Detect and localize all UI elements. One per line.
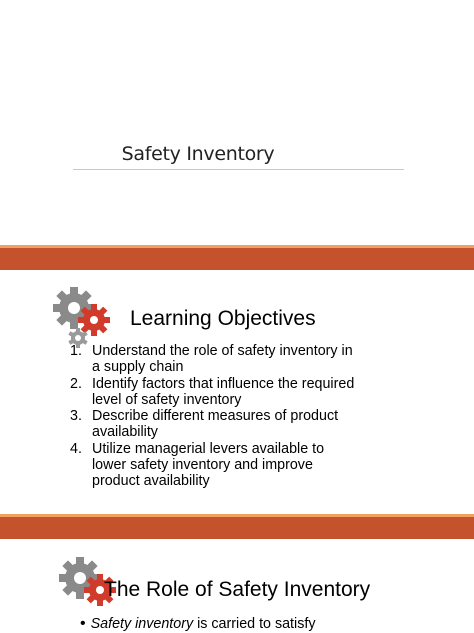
- bullet-dot: •: [80, 615, 86, 632]
- item-number: 1.: [70, 343, 82, 359]
- item-number: 3.: [70, 408, 82, 425]
- item-line: product availability: [92, 473, 210, 490]
- item-line: a supply chain: [92, 359, 184, 376]
- slide-separator: [0, 242, 474, 270]
- slide-heading: The Role of Safety Inventory: [104, 578, 371, 601]
- item-line: lower safety inventory and improve: [92, 457, 313, 474]
- item-line: availability: [92, 424, 158, 441]
- item-line: level of safety inventory: [92, 391, 242, 408]
- item-line: Identify factors that influence the required: [92, 375, 355, 392]
- item-line: Describe different measures of product: [92, 408, 339, 425]
- item-number: 4.: [70, 440, 82, 457]
- bullet-item: [80, 615, 315, 633]
- list-item: [66, 343, 366, 376]
- slide-heading: Learning Objectives: [130, 307, 316, 330]
- list-item: [66, 441, 366, 490]
- list-item: [66, 376, 366, 409]
- item-number: 2.: [70, 375, 82, 392]
- separator-band: [0, 517, 474, 539]
- slide-separator: [0, 514, 474, 545]
- item-line: Utilize managerial levers available to: [92, 440, 325, 457]
- objectives-list: [66, 343, 366, 490]
- slide-title: [0, 0, 474, 242]
- bullet-text: is carried to satisfy: [193, 616, 316, 632]
- bullet-italic-text: Safety inventory: [90, 616, 194, 632]
- item-line: Understand the role of safety inventory in: [92, 343, 353, 359]
- separator-band: [0, 248, 474, 270]
- slide-title-text: Safety Inventory: [121, 143, 275, 165]
- list-item: [66, 408, 366, 441]
- title-underline: [73, 169, 404, 170]
